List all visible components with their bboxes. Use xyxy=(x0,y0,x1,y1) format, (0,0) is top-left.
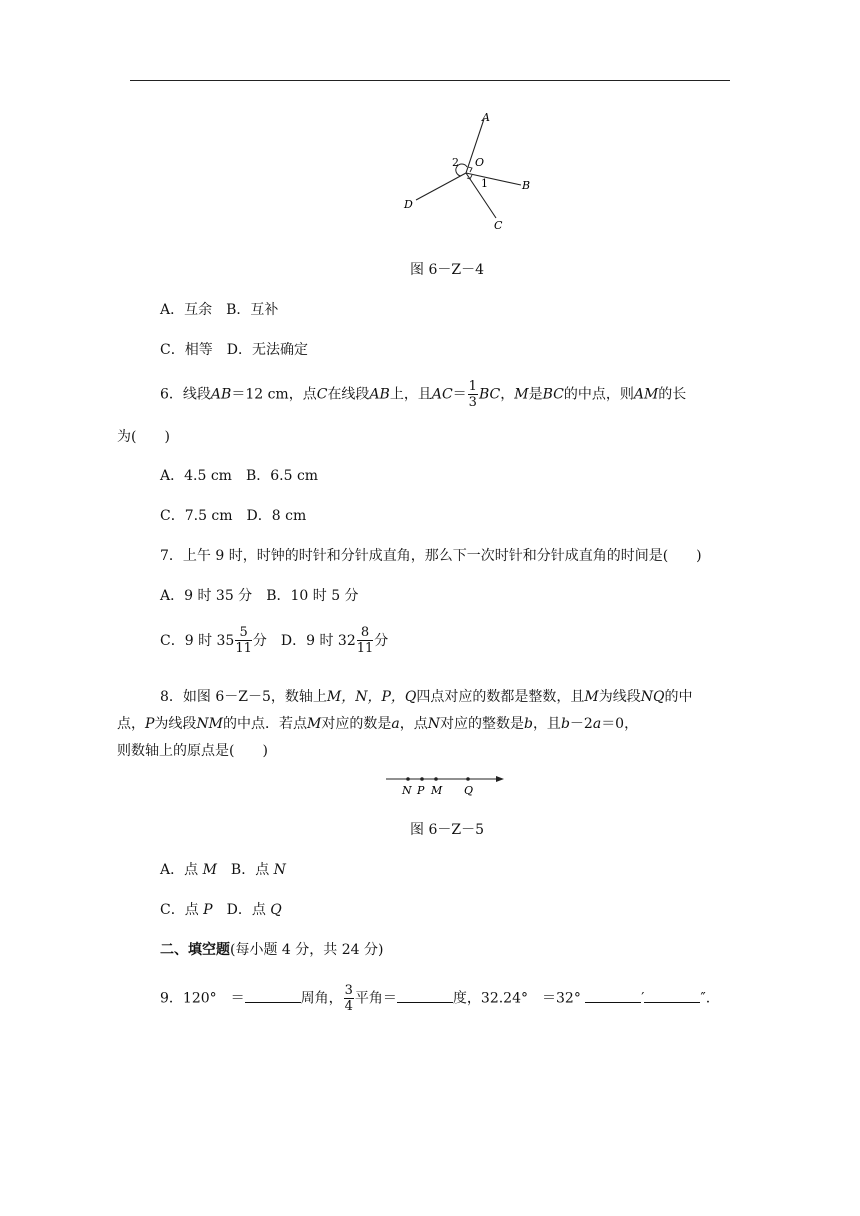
q9-blank-1[interactable] xyxy=(245,989,301,1003)
q6-var-bc: BC xyxy=(542,386,564,403)
ray-ob xyxy=(466,173,521,185)
q9-text: 度，32.24° ＝32° xyxy=(452,990,581,1007)
q8-stem-line1 xyxy=(160,686,692,706)
q6-option-a: A．4.5 cm xyxy=(160,468,232,484)
label-b: B xyxy=(522,179,531,192)
q8-text: 的中点．若点 xyxy=(223,716,308,732)
q8-text: 对应的数是 xyxy=(321,716,392,732)
q5-options-row2 xyxy=(160,339,308,359)
q8-var: M xyxy=(307,716,322,732)
q7-options-row2 xyxy=(160,626,388,655)
q6-text: ， xyxy=(500,386,515,403)
right-angle-mark-1 xyxy=(468,167,472,172)
figure-6-z-4 xyxy=(395,105,545,235)
q8-option-d-text: D．点 xyxy=(226,902,266,918)
label-1: 1 xyxy=(481,177,488,190)
q6-text: 是 xyxy=(528,386,543,403)
label-c: C xyxy=(494,219,503,232)
q9-text: 平角＝ xyxy=(354,990,397,1007)
q6-var-am: AM xyxy=(633,386,659,403)
section-note: (每小题 4 分，共 24 分) xyxy=(230,942,384,958)
section-heading xyxy=(160,939,383,959)
label-d: D xyxy=(404,198,413,211)
label-2: 2 xyxy=(452,156,459,169)
q9-blank-3[interactable] xyxy=(585,989,641,1003)
q9-fraction xyxy=(344,984,354,1013)
q7-option-d xyxy=(280,625,389,656)
arrow-head xyxy=(496,776,504,782)
q6-option-c: C．7.5 cm xyxy=(160,508,233,524)
q8-var: a xyxy=(391,716,400,732)
q8-option-d-var: Q xyxy=(270,902,282,918)
q6-option-d: D．8 cm xyxy=(246,508,307,524)
q8-var: N xyxy=(427,716,440,732)
q7-stem: 7．上午 9 时，时钟的时针和分针成直角，那么下一次时针和分针成直角的时间是( ) xyxy=(160,548,702,564)
label-n: N xyxy=(402,784,412,797)
section-title: 二、填空题 xyxy=(160,942,230,958)
q8-options-row2 xyxy=(160,899,282,919)
q6-stem-line1 xyxy=(160,380,686,409)
q8-option-b-var: N xyxy=(273,862,286,878)
q6-var-c: C xyxy=(316,386,328,403)
label-m: M xyxy=(431,784,443,797)
q5-option-c: C．相等 xyxy=(160,342,213,358)
q6-text: 上，且 xyxy=(389,386,432,403)
q8-var: NQ xyxy=(640,689,665,705)
label-q: Q xyxy=(464,784,474,797)
q8-var: NM xyxy=(196,716,224,732)
ray-od xyxy=(416,173,466,200)
q8-option-c xyxy=(160,902,213,918)
q8-options-row1 xyxy=(160,859,286,879)
q9-text: 9．120° ＝ xyxy=(160,990,245,1007)
q7-option-c-unit: 分 xyxy=(252,632,267,649)
q9-text: ′ xyxy=(641,990,645,1007)
q8-var: b xyxy=(523,716,533,732)
q8-text: 为线段 xyxy=(154,716,197,732)
label-p: P xyxy=(417,784,425,797)
q7-option-c-text: C．9 时 35 xyxy=(160,632,235,649)
q8-text: 对应的整数是 xyxy=(439,716,524,732)
label-a: A xyxy=(482,111,490,124)
q8-vars: M，N，P，Q xyxy=(326,689,417,705)
q9-blank-2[interactable] xyxy=(397,989,453,1003)
q8-option-a-var: M xyxy=(202,862,217,878)
q6-frac-den: 3 xyxy=(468,395,477,410)
q8-stem-line3: 则数轴上的原点是( ) xyxy=(117,743,268,759)
q7-option-a: A．9 时 35 分 xyxy=(160,588,253,604)
q8-stem-line2 xyxy=(117,713,638,733)
q7-option-c-fraction xyxy=(235,626,252,655)
q7-option-b: B．10 时 5 分 xyxy=(266,588,359,604)
q7-d-den: 11 xyxy=(356,641,374,656)
q6-text: 的中点，则 xyxy=(563,386,634,403)
q7-c-den: 11 xyxy=(235,641,252,656)
q9-blank-4[interactable] xyxy=(644,989,700,1003)
q6-text: ＝12 cm，点 xyxy=(231,386,317,403)
q6-text: 6．线段 xyxy=(160,386,211,403)
q6-text: 在线段 xyxy=(327,386,370,403)
q6-fraction xyxy=(468,380,478,409)
q6-option-b: B．6.5 cm xyxy=(245,468,319,484)
q8-option-a-text: A．点 xyxy=(160,862,199,878)
q6-var-ab: AB xyxy=(369,386,390,403)
q8-option-d xyxy=(227,902,282,918)
q6-frac-num: 1 xyxy=(468,379,477,394)
figure-5-caption: 图 6－Z－5 xyxy=(410,822,484,838)
q8-text: ，点 xyxy=(399,716,428,732)
q7-option-d-unit: 分 xyxy=(374,632,389,649)
q8-text: 四点对应的数都是整数，且 xyxy=(416,689,585,705)
q8-option-b-text: B．点 xyxy=(230,862,270,878)
q9-frac-num: 3 xyxy=(344,983,353,998)
figure-6-z-5 xyxy=(380,770,510,798)
q6-var-ac: AC xyxy=(431,386,453,403)
point-n xyxy=(406,777,410,781)
q6-var-m: M xyxy=(514,386,529,403)
q6-text: 的长 xyxy=(658,386,687,403)
q8-var: a xyxy=(592,716,602,732)
q6-var-bc: BC xyxy=(478,386,501,403)
q8-text: －2 xyxy=(569,716,593,732)
point-p xyxy=(420,777,424,781)
q8-option-b xyxy=(231,862,286,878)
top-rule xyxy=(130,80,730,81)
q9-frac-den: 4 xyxy=(344,999,353,1014)
q8-text: 点， xyxy=(117,716,145,732)
q7-option-d-text: D．9 时 32 xyxy=(280,632,356,649)
q5-option-d: D．无法确定 xyxy=(226,342,308,358)
point-m xyxy=(434,777,438,781)
q5-option-a: A．互余 xyxy=(160,302,213,318)
q8-text: ＝0， xyxy=(601,716,639,732)
q6-text: ＝ xyxy=(452,386,467,403)
label-o: O xyxy=(475,156,485,169)
q6-var-ab: AB xyxy=(210,386,232,403)
q8-text: 的中 xyxy=(664,689,693,705)
q6-stem-line2: 为( ) xyxy=(117,429,170,445)
q7-c-num: 5 xyxy=(235,626,252,641)
q8-option-c-text: C．点 xyxy=(160,902,199,918)
q9-stem xyxy=(160,984,710,1013)
q7-d-num: 8 xyxy=(357,626,374,641)
q6-options-row1 xyxy=(160,465,318,485)
q5-option-b: B．互补 xyxy=(226,302,279,318)
q8-var: P xyxy=(145,716,155,732)
q8-text: 8．如图 6－Z－5，数轴上 xyxy=(160,689,327,705)
figure-4-caption: 图 6－Z－4 xyxy=(410,262,484,278)
q8-text: ，且 xyxy=(532,716,561,732)
q7-options-row1 xyxy=(160,585,359,605)
q8-option-c-var: P xyxy=(203,902,213,918)
q7-option-d-fraction xyxy=(357,626,374,655)
q8-var: b xyxy=(560,716,570,732)
q9-text: ″. xyxy=(700,990,711,1007)
q5-options-row1 xyxy=(160,299,278,319)
q8-option-a xyxy=(160,862,217,878)
q8-text: 为线段 xyxy=(598,689,641,705)
q8-var: M xyxy=(584,689,599,705)
q6-options-row2 xyxy=(160,505,306,525)
q9-text: 周角， xyxy=(300,990,343,1007)
q7-option-c xyxy=(160,625,267,656)
point-q xyxy=(466,777,470,781)
